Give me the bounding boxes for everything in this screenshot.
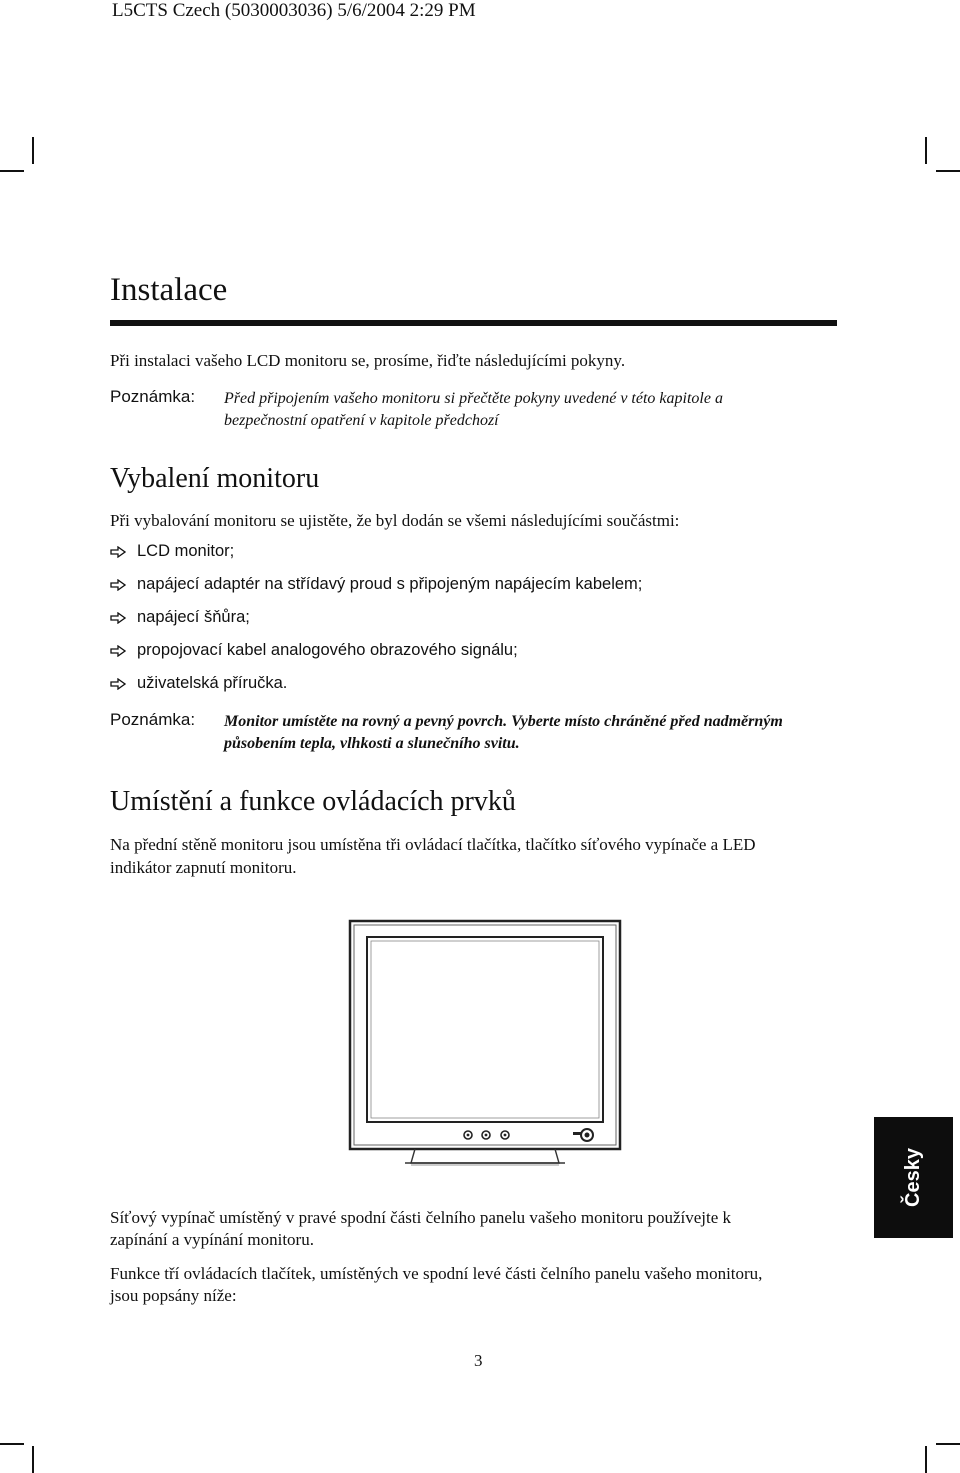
hollow-arrow-right-icon [110,579,126,591]
list-item [110,674,287,693]
page-title: Instalace [110,272,228,308]
list-item [110,542,234,561]
language-tab-label: Česky [902,1148,924,1207]
hollow-arrow-right-icon [110,645,126,657]
crop-mark-bottom-left-h [0,1443,24,1445]
note-text-line2: působením tepla, vlhkosti a slunečního svitu. [224,735,520,752]
controls-text-line2: indikátor zapnutí monitoru. [110,858,297,877]
power-text-line1: Síťový vypínač umístěný v pravé spodní části čelního panelu vašeho monitoru používejte k [110,1208,732,1227]
hollow-arrow-right-icon [110,678,126,690]
crop-mark-bottom-right-h [936,1443,960,1445]
power-text-line2: zapínání a vypínání monitoru. [110,1230,314,1249]
crop-mark-top-right-v [925,137,927,164]
note-text-line2: bezpečnostní opatření v kapitole předchozí [224,412,499,429]
title-rule [110,320,837,326]
section-heading-controls: Umístění a funkce ovládacích prvků [110,786,516,817]
crop-mark-top-left-v [32,137,34,164]
crop-mark-bottom-right-v [925,1446,927,1473]
list-item-label: napájecí šňůra; [137,608,250,626]
note-label: Poznámka: [110,387,196,406]
hollow-arrow-right-icon [110,612,126,624]
list-item [110,575,642,594]
controls-text-line1: Na přední stěně monitoru jsou umístěna tři ovládací tlačítka, tlačítko síťového vypínače a LED [110,835,756,854]
list-item-label: uživatelská příručka. [137,674,288,692]
crop-mark-top-right-h [936,170,960,172]
print-slug: L5CTS Czech (5030003036) 5/6/2004 2:29 PM [112,0,476,21]
crop-mark-top-left-h [0,170,24,172]
list-item-label: LCD monitor; [137,542,235,560]
note-label: Poznámka: [110,710,196,729]
intro-text: Při instalaci vašeho LCD monitoru se, prosíme, řiďte následujícími pokyny. [110,351,626,370]
buttons-text-line1: Funkce tří ovládacích tlačítek, umístěných ve spodní levé části čelního panelu vašeho monitoru, [110,1264,763,1283]
list-item [110,641,518,660]
crop-mark-bottom-left-v [32,1446,34,1473]
hollow-arrow-right-icon [110,546,126,558]
note-text-line1: Před připojením vašeho monitoru si přečtěte pokyny uvedené v této kapitole a [224,390,723,407]
list-item-label: propojovací kabel analogového obrazového signálu; [137,641,518,659]
language-tab [874,1117,953,1238]
page-number: 3 [474,1351,483,1370]
list-item [110,608,250,627]
lcd-monitor-illustration [345,915,630,1170]
unpacking-intro: Při vybalování monitoru se ujistěte, že byl dodán se všemi následujícími součástmi: [110,511,680,530]
buttons-text-line2: jsou popsány níže: [110,1286,237,1305]
section-heading-unpacking: Vybalení monitoru [110,463,320,494]
list-item-label: napájecí adaptér na střídavý proud s připojeným napájecím kabelem; [137,575,643,593]
note-text-line1: Monitor umístěte na rovný a pevný povrch. Vyberte místo chráněné před nadměrným [224,713,783,730]
